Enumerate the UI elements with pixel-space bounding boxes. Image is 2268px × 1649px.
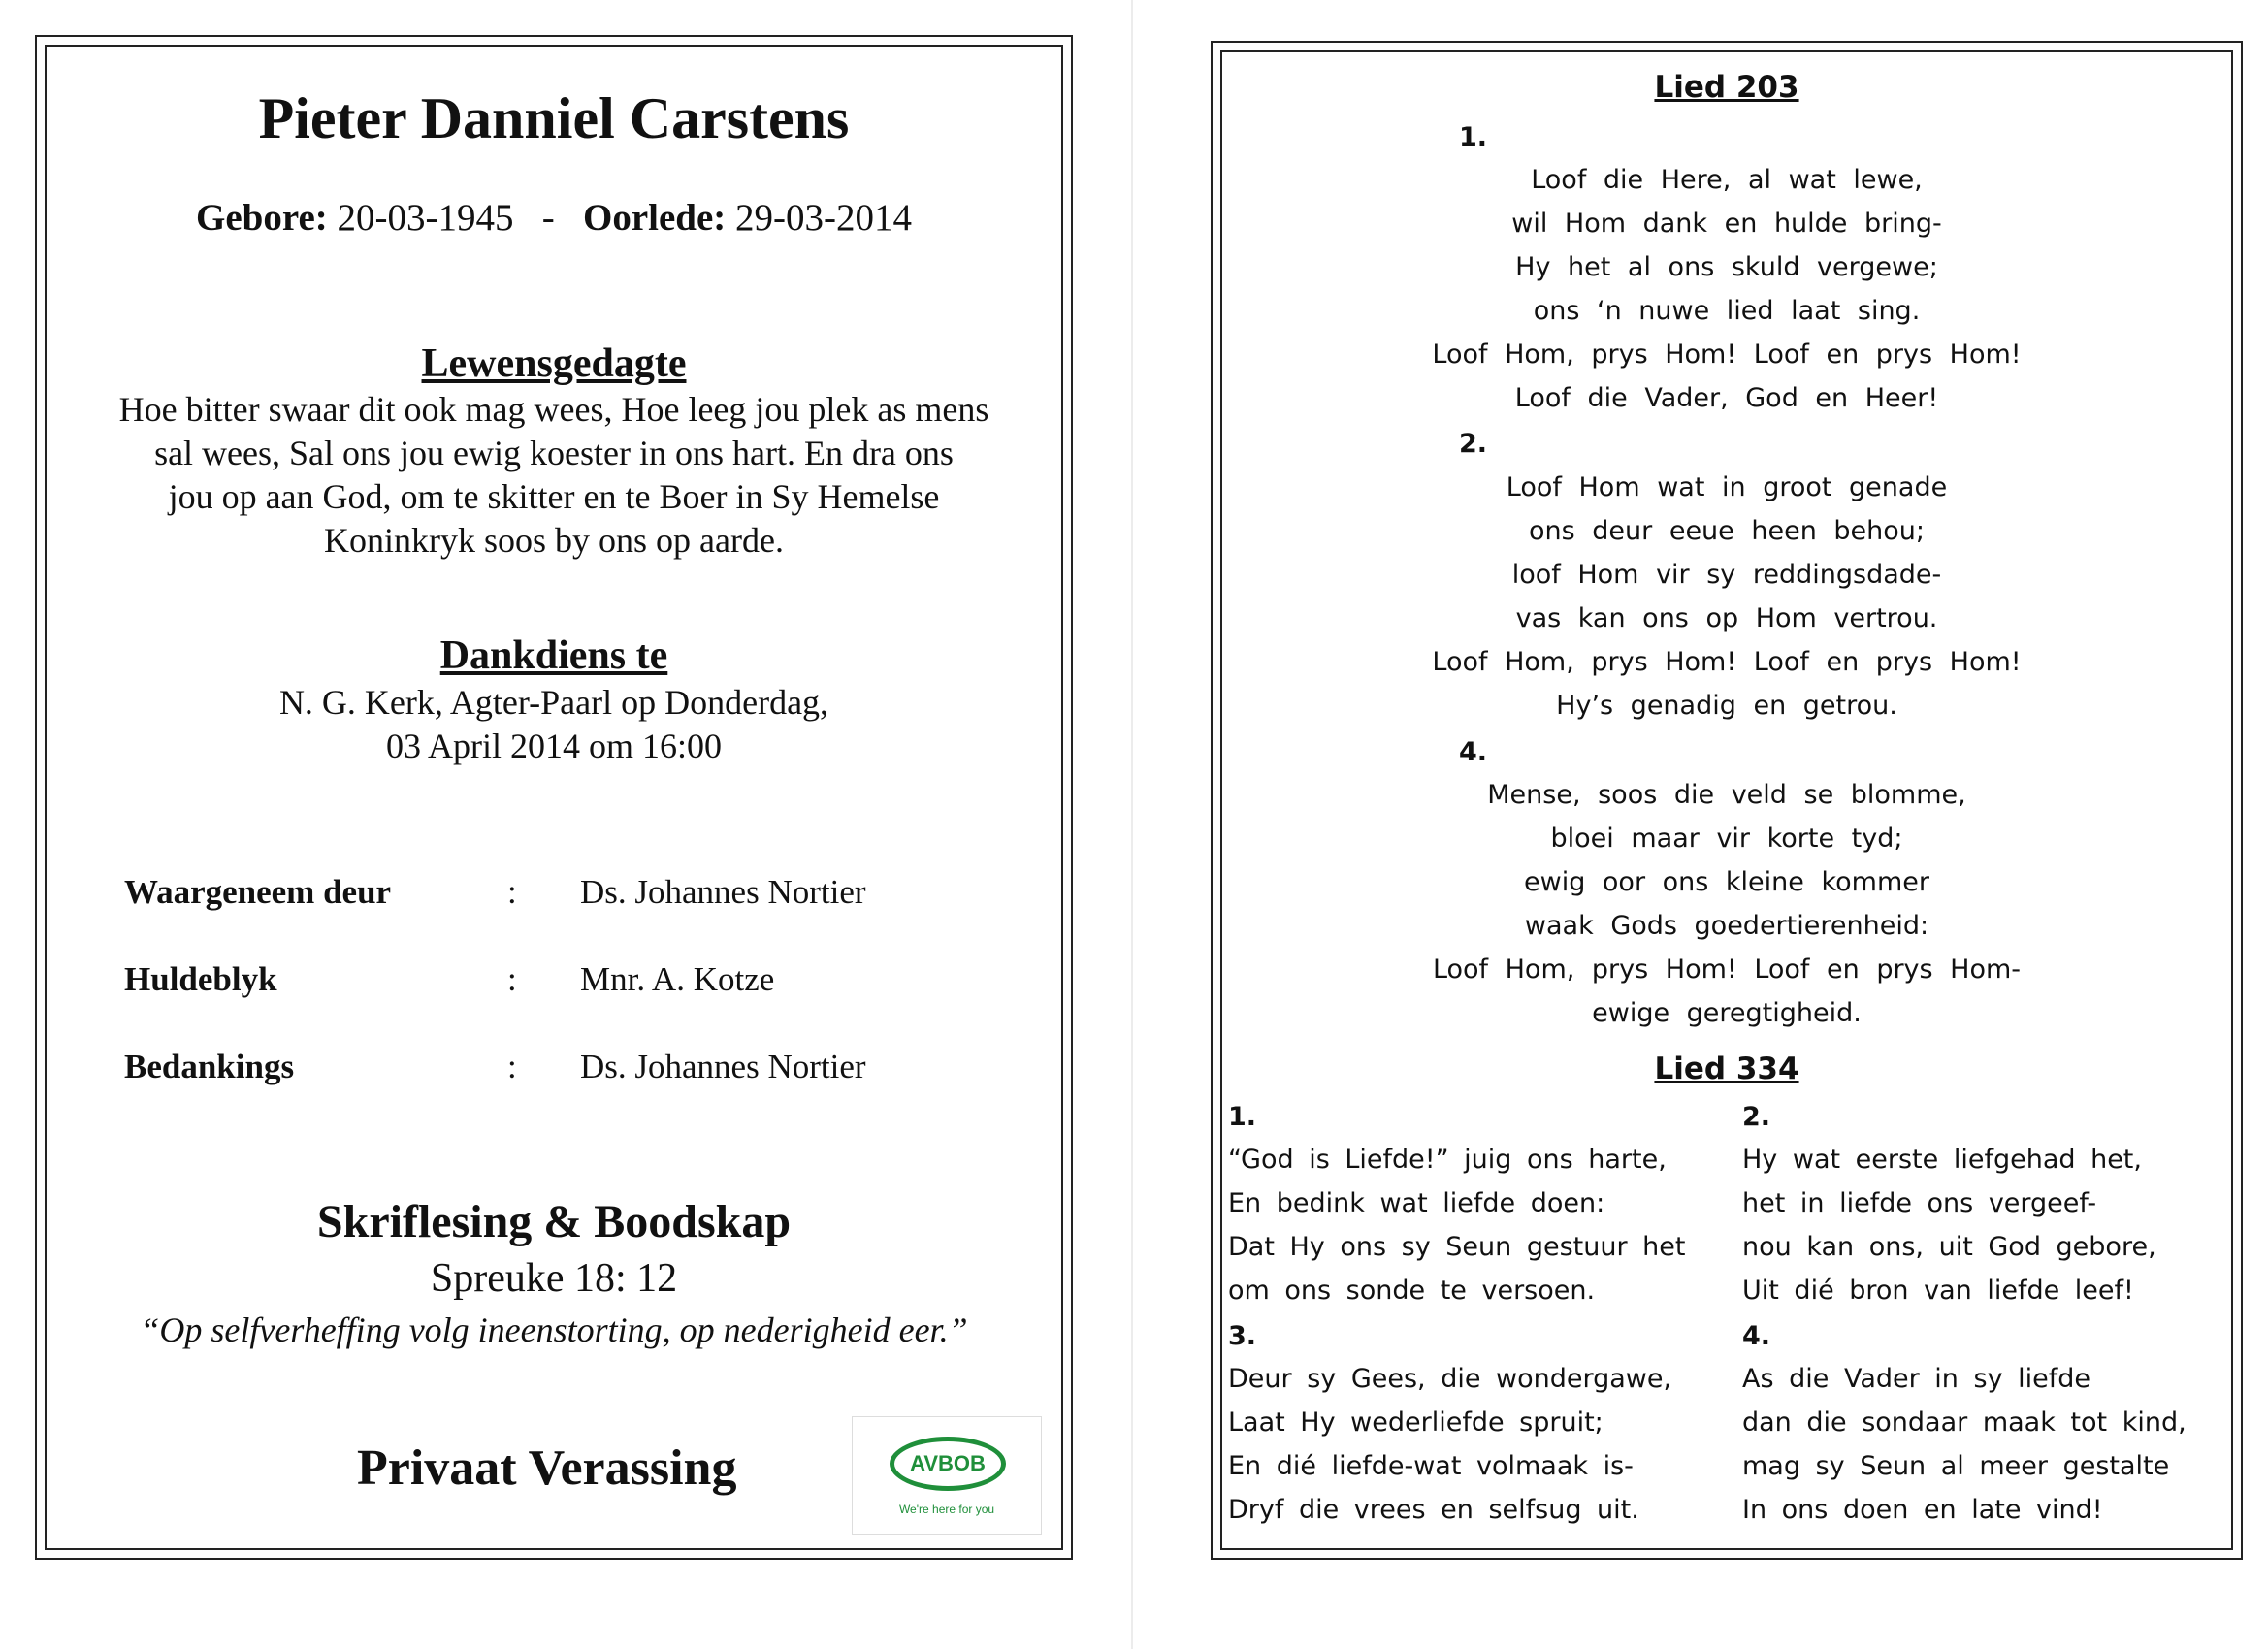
born-date: 20-03-1945 [337,197,514,239]
program-colon: : [507,1048,517,1085]
service-heading: Dankdiens te [439,633,668,678]
left-page-border [35,35,1073,1560]
reading-reference: Spreuke 18: 12 [430,1256,678,1301]
lyric-line: Dryf die vrees en selfsug uit. [1228,1495,1639,1525]
lyric-line: Hy het al ons skuld vergewe; [1515,252,1938,282]
lyric-line: Loof Hom wat in groot genade [1506,472,1948,502]
lyric-line: Hy wat eerste liefgehad het, [1742,1145,2142,1175]
lyric-line: Loof die Vader, God en Heer! [1514,383,1939,413]
avbob-logo-mark: AVBOB [890,1437,1006,1491]
verse-number: 2. [1459,429,1488,459]
lyric-line: “God is Liefde!” juig ons harte, [1228,1145,1667,1175]
lyric-line: waak Gods goedertierenheid: [1524,911,1929,941]
lyric-line: dan die sondaar maak tot kind, [1742,1407,2187,1438]
service-details [37,681,1071,768]
lyric-line: Loof Hom, prys Hom! Loof en prys Hom- [1432,954,2022,985]
lyric-line: Loof die Here, al wat lewe, [1531,165,1923,195]
tribute-line: Koninkryk soos by ons op aarde. [324,521,784,560]
reading-heading: Skriflesing & Boodskap [316,1196,792,1247]
avbob-logo [852,1416,1042,1535]
lyric-line: ons ‘n nuwe lied laat sing. [1533,296,1921,326]
lyric-line: ewige geregtigheid. [1592,998,1862,1028]
burial-note: Privaat Verassing [357,1440,737,1496]
program-colon: : [507,960,517,998]
avbob-tagline: We're here for you [898,1503,995,1516]
program-colon: : [507,873,517,911]
lyric-line: Loof Hom, prys Hom! Loof en prys Hom! [1432,340,2022,370]
verse-number: 4. [1742,1321,1771,1351]
dates-dash: - [541,197,555,239]
tribute-line: sal wees, Sal ons jou ewig koester in ons hart. En dra ons [154,434,954,472]
program-label: Bedankings [124,1048,295,1085]
page-fold [1131,0,1133,1649]
lyric-line: ons deur eeue heen behou; [1529,516,1925,546]
lyric-line: En bedink wat liefde doen: [1228,1188,1605,1218]
lyric-line: Dat Hy ons sy Seun gestuur het [1228,1232,1686,1262]
lyric-line: En dié liefde-wat volmaak is- [1228,1451,1634,1481]
reading-quote: “Op selfverheffing volg ineenstorting, op nederigheid eer.” [140,1310,968,1349]
lyric-line: het in liefde ons vergeef- [1742,1188,2097,1218]
lyric-line: In ons doen en late vind! [1742,1495,2103,1525]
tribute-line: Hoe bitter swaar dit ook mag wees, Hoe leeg jou plek as mens [118,390,989,429]
hymn-334-title: Lied 334 [1654,1051,1799,1086]
program-value: Ds. Johannes Nortier [580,1048,866,1085]
lyric-line: Uit dié bron van liefde leef! [1742,1276,2134,1306]
lyric-line: vas kan ons op Hom vertrou. [1515,603,1938,633]
born-label: Gebore: [196,197,328,239]
tribute-heading: Lewensgedagte [421,341,687,386]
program-label: Waargeneem deur [124,873,392,911]
lyric-line: ewig oor ons kleine kommer [1524,867,1929,897]
service-line: N. G. Kerk, Agter-Paarl op Donderdag, [278,683,829,722]
lyric-line: Mense, soos die veld se blomme, [1487,780,1966,810]
lyric-line: om ons sonde te versoen. [1228,1276,1596,1306]
tribute-line: jou op aan God, om te skitter en te Boer in Sy Hemelse [168,477,940,516]
died-date: 29-03-2014 [735,197,912,239]
tribute-text [37,388,1071,563]
lyric-line: As die Vader in sy liefde [1742,1364,2090,1394]
verse-number: 1. [1228,1102,1257,1132]
right-page-border [1211,41,2243,1560]
lyric-line: wil Hom dank en hulde bring- [1511,209,1942,239]
lyric-line: Deur sy Gees, die wondergawe, [1228,1364,1672,1394]
deceased-name: Pieter Danniel Carstens [258,86,850,150]
lyric-line: Hy’s genadig en getrou. [1556,691,1897,721]
died-label: Oorlede: [582,197,727,239]
dates-line [37,196,1071,240]
program-value: Mnr. A. Kotze [580,960,775,998]
lyric-line: mag sy Seun al meer gestalte [1742,1451,2170,1481]
verse-number: 2. [1742,1102,1771,1132]
verse-number: 4. [1459,737,1488,767]
hymn-203-title: Lied 203 [1654,70,1799,105]
verse-number: 1. [1459,122,1488,152]
lyric-line: bloei maar vir korte tyd; [1550,824,1903,854]
program-label: Huldeblyk [124,960,277,998]
lyric-line: nou kan ons, uit God gebore, [1742,1232,2156,1262]
program-value: Ds. Johannes Nortier [580,873,866,911]
service-line: 03 April 2014 om 16:00 [385,727,722,765]
verse-number: 3. [1228,1321,1257,1351]
lyric-line: Loof Hom, prys Hom! Loof en prys Hom! [1432,647,2022,677]
lyric-line: Laat Hy wederliefde spruit; [1228,1407,1604,1438]
lyric-line: loof Hom vir sy reddingsdade- [1511,560,1942,590]
